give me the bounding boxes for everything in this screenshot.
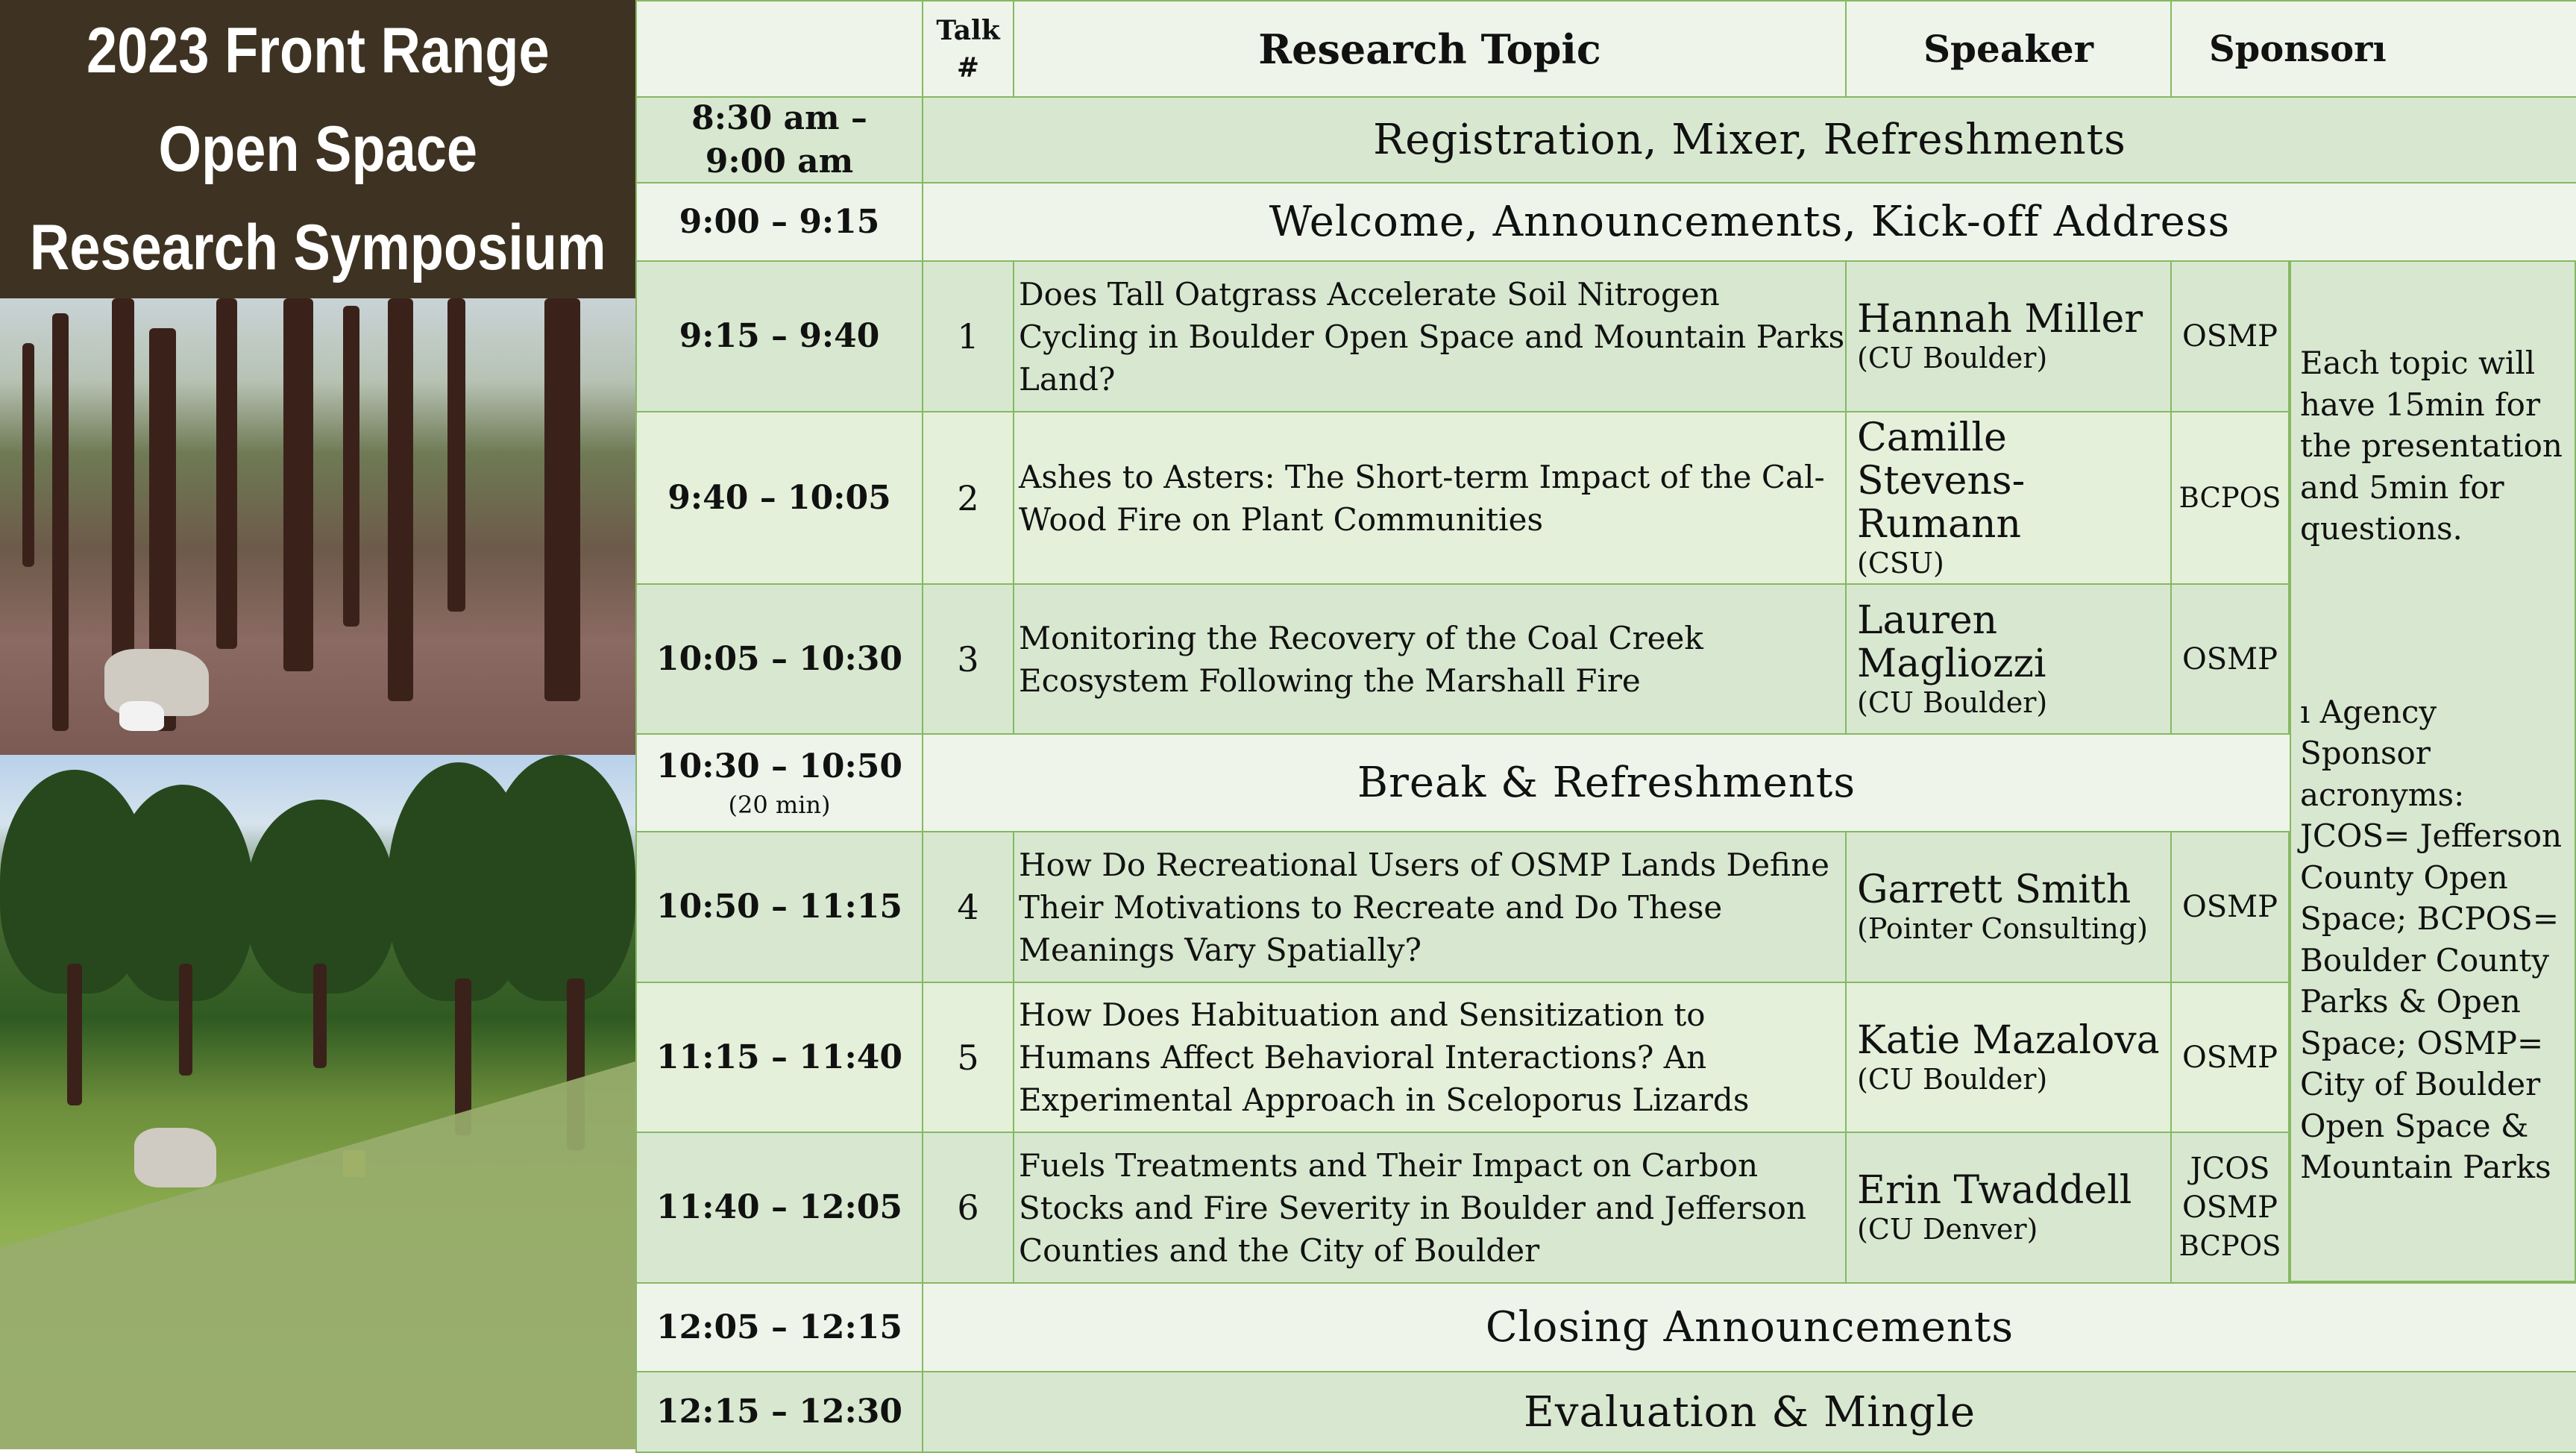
talk2-time: 9:40 – 10:05 [635,411,923,585]
talk4-speaker: Garrett Smith [1857,867,2132,912]
break-time-cell [635,733,923,832]
talk5-affiliation: (CU Boulder) [1857,1062,2048,1096]
talk3-speaker-cell [1845,583,2172,735]
break-time: 10:30 – 10:50 [656,747,903,785]
talk1-time: 9:15 – 9:40 [635,260,923,412]
header-time-cell [635,0,923,98]
talk5-sponsor: OSMP [2170,982,2290,1133]
header-research-topic: Research Topic [1013,0,1847,98]
evaluation-label: Evaluation & Mingle [922,1371,2576,1453]
talk4-number: 4 [922,831,1014,983]
talk3-affiliation: (CU Boulder) [1857,685,2048,719]
talk5-time: 11:15 – 11:40 [635,982,923,1133]
talk4-affiliation: (Pointer Consulting) [1857,912,2148,945]
header-talk-number: Talk # [922,0,1014,98]
closing-label: Closing Announcements [922,1282,2576,1372]
talk6-sponsor-cell [2170,1132,2290,1284]
talk6-speaker-cell [1845,1132,2172,1284]
talk1-number: 1 [922,260,1014,412]
left-panel [0,0,635,1449]
talk2-sponsor: BCPOS [2170,411,2290,585]
break-label: Break & Refreshments [922,733,2291,832]
title-line-1: 2023 Front Range [86,15,550,87]
talk2-topic: Ashes to Asters: The Short-term Impact of the Cal-Wood Fire on Plant Communities [1013,411,1847,585]
registration-label: Registration, Mixer, Refreshments [922,96,2576,183]
talk6-number: 6 [922,1132,1014,1284]
notes-column [2290,260,2576,1282]
sponsor-acronyms-note: ı Agency Sponsor acronyms: JCOS= Jefferson County Open Space; BCPOS= Boulder County Parks & Open Space; OSMP= City of Boulder Open Space & Mountain Parks [2300,693,2563,1185]
talk6-topic: Fuels Treatments and Their Impact on Carbon Stocks and Fire Severity in Boulder and Jefferson Counties and the City of Boulder [1013,1132,1847,1284]
registration-time: 8:30 am – 9:00 am [635,96,923,183]
talk6-speaker: Erin Twaddell [1857,1168,2132,1213]
header-sponsor: Sponsorı [2170,0,2576,98]
title-line-2: Open Space [158,113,477,185]
talk3-topic: Monitoring the Recovery of the Coal Creek Ecosystem Following the Marshall Fire [1013,583,1847,735]
talk6-sponsor-2: OSMP [2181,1190,2278,1225]
talk1-speaker: Hannah Miller [1857,297,2143,342]
welcome-time: 9:00 – 9:15 [635,182,923,262]
talk5-topic: How Does Habituation and Sensitization to Humans Affect Behavioral Interactions? An Experimental Approach in Sceloporus Lizards [1013,982,1847,1133]
break-duration: (20 min) [728,790,831,819]
talk6-sponsor-3: BCPOS [2178,1230,2281,1262]
schedule-table [635,0,2576,1449]
talk1-speaker-cell [1845,260,2172,412]
evaluation-time: 12:15 – 12:30 [635,1371,923,1453]
symposium-title-box [0,0,635,298]
title-line-3: Research Symposium [29,212,606,283]
talk6-sponsor-1: JCOS [2190,1152,2270,1186]
welcome-label: Welcome, Announcements, Kick-off Address [922,182,2576,262]
talk4-speaker-cell [1845,831,2172,983]
header-speaker: Speaker [1845,0,2172,98]
talk2-number: 2 [922,411,1014,585]
talk3-speaker: Lauren Magliozzi [1857,597,2046,686]
talk3-time: 10:05 – 10:30 [635,583,923,735]
talk3-sponsor: OSMP [2170,583,2290,735]
talk4-topic: How Do Recreational Users of OSMP Lands Define Their Motivations to Recreate and Do These Meanings Vary Spatially? [1013,831,1847,983]
meadow-plot-photo [0,755,635,1449]
talk5-number: 5 [922,982,1014,1133]
talk5-speaker-cell [1845,982,2172,1133]
talk2-speaker-cell [1845,411,2172,585]
closing-time: 12:05 – 12:15 [635,1282,923,1372]
symposium-title [30,1,606,297]
talk5-speaker: Katie Mazalova [1857,1017,2160,1063]
duration-note: Each topic will have 15min for the presentation and 5min for questions. [2300,345,2563,547]
talk6-time: 11:40 – 12:05 [635,1132,923,1284]
talk2-affiliation: (CSU) [1857,546,1944,580]
talk2-speaker: Camille Stevens-Rumann [1857,415,2026,547]
talk1-sponsor: OSMP [2170,260,2290,412]
ponderosa-forest-plot-photo [0,298,635,755]
talk4-sponsor: OSMP [2170,831,2290,983]
talk4-time: 10:50 – 11:15 [635,831,923,983]
talk1-affiliation: (CU Boulder) [1857,342,2048,374]
talk6-affiliation: (CU Denver) [1857,1213,2038,1246]
talk1-topic: Does Tall Oatgrass Accelerate Soil Nitrogen Cycling in Boulder Open Space and Mountain Parks Land? [1013,260,1847,412]
talk3-number: 3 [922,583,1014,735]
